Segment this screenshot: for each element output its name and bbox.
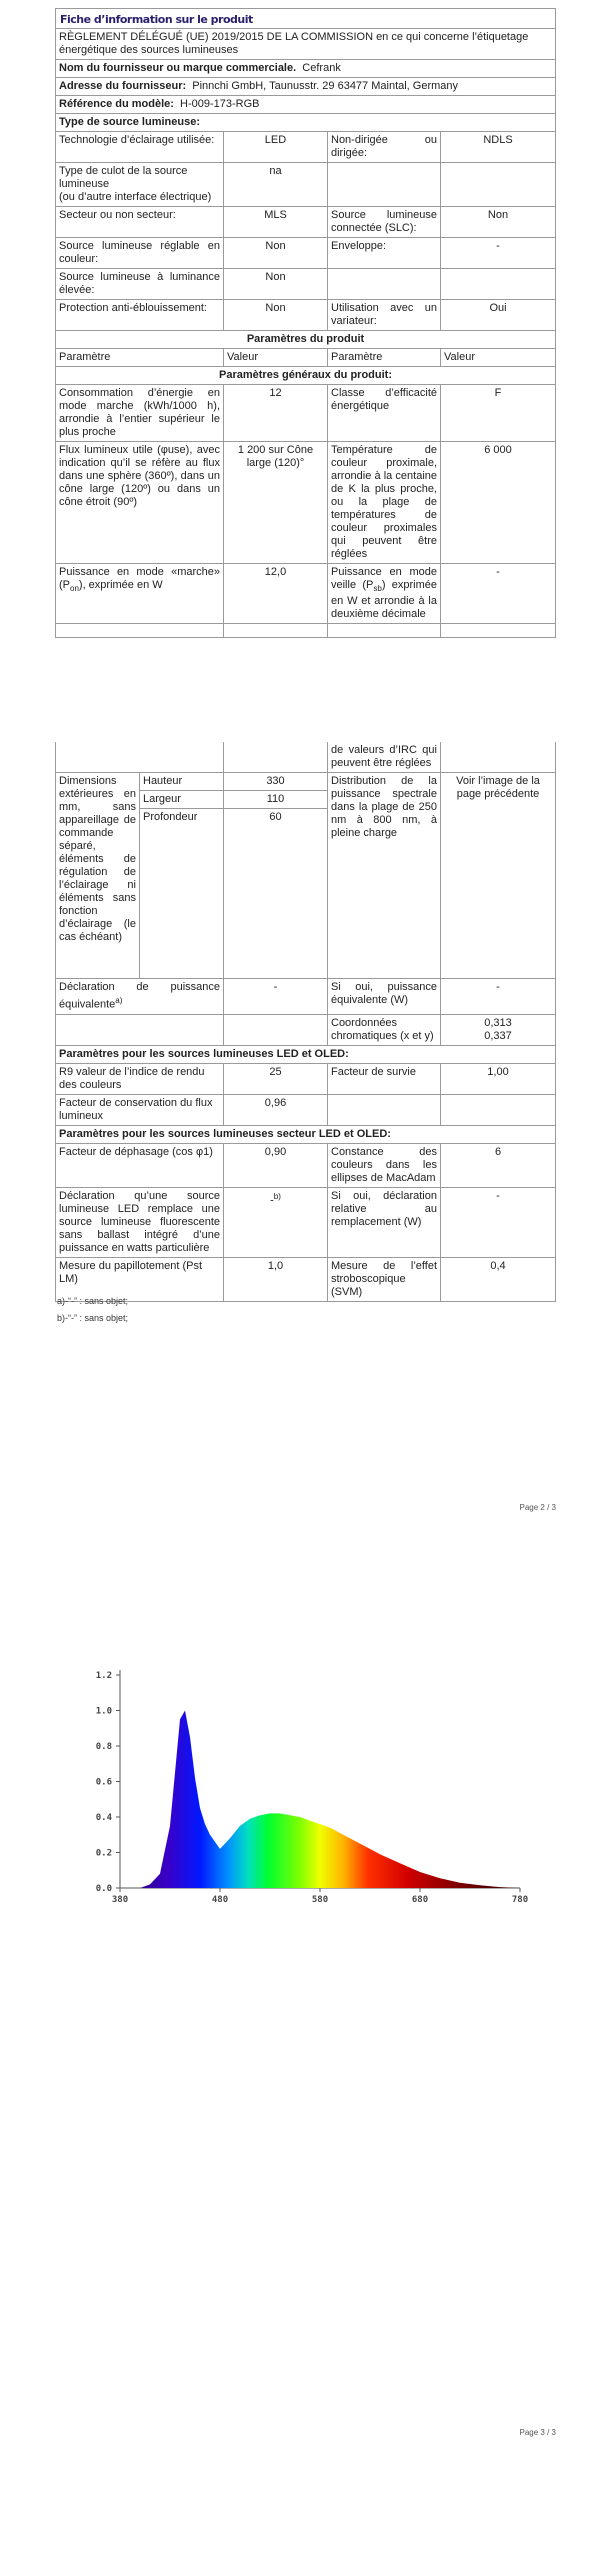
equivalent-power-value: - (224, 979, 328, 1015)
height-value: 330 (224, 773, 328, 791)
luminous-flux-label: Flux lumineux utile (φuse), avec indication qu’il se réfère au flux dans une sphère (360º), dans un cône large (120º) ou dans un cône étroit (90º) (56, 442, 224, 564)
col-header-param: Paramètre (56, 349, 224, 367)
directional-value: NDLS (441, 132, 556, 163)
dimmer-label: Utilisation avec un variateur: (328, 300, 441, 331)
cap-type-label-note: (ou d’autre interface électrique) (59, 191, 212, 203)
spectrum-area (120, 1711, 520, 1889)
energy-class-value: F (441, 385, 556, 442)
anti-glare-label: Protection anti-éblouissement: (56, 300, 224, 331)
stroboscopic-label: Mesure de l’effet stroboscopique (SVM) (328, 1257, 441, 1301)
chromaticity-x: 0,313 (484, 1016, 512, 1029)
table-row (56, 1187, 556, 1257)
table-row (56, 564, 556, 624)
product-params-title: Paramètres du produit (56, 331, 556, 349)
dimensions-label: Dimensions extérieures en mm, sans appareillage de commande séparé, éléments de régulation de l’éclairage ni éléments sans fonction d’éclairage (le cas échéant) (56, 773, 140, 979)
empty-cell (441, 269, 556, 300)
chromaticity-label: Coordonnées chromatiques (x et y) (328, 1014, 441, 1045)
depth-value: 60 (224, 809, 328, 979)
footnote-ref-a: a) (115, 996, 123, 1005)
standby-sub: sb (373, 584, 382, 594)
survival-value: 1,00 (441, 1063, 556, 1094)
phase-factor-label: Facteur de déphasage (cos φ1) (56, 1143, 224, 1187)
replacement-value (224, 1187, 328, 1257)
replacement-yes-value: - (441, 1187, 556, 1257)
energy-consumption-label: Consommation d’énergie en mode marche (kWh/1000 h), arrondie à l’entier supérieur le plus proche (56, 385, 224, 442)
connected-value: Non (441, 207, 556, 238)
chromaticity-value (441, 1014, 556, 1045)
table-row (56, 1257, 556, 1301)
spectral-value: Voir l’image de la page précédente (441, 773, 556, 979)
x-tick-label: 380 (111, 1895, 129, 1905)
mains-led-params-title: Paramètres pour les sources lumineuses secteur LED et OLED: (56, 1125, 556, 1143)
equivalent-power-text: Déclaration de puissance équivalente (59, 981, 220, 1011)
high-luminance-value: Non (224, 269, 328, 300)
supplier-name-value: Cefrank (302, 62, 341, 74)
product-info-table-page2 (55, 742, 556, 1302)
table-row (56, 1014, 556, 1045)
table-row (56, 163, 556, 207)
luminous-flux-value: 1 200 sur Cône large (120)° (224, 442, 328, 564)
supplier-address-value: Pinnchi GmbH, Taunusstr. 29 63477 Maintal, Germany (192, 80, 459, 92)
flicker-value: 1,0 (224, 1257, 328, 1301)
page-number-3: Page 3 / 3 (519, 2428, 556, 2437)
mains-value: MLS (224, 207, 328, 238)
macadam-label: Constance des couleurs dans les ellipses de MacAdam (328, 1143, 441, 1187)
table-row (56, 1094, 556, 1125)
standby-power-label (328, 564, 441, 624)
spectral-distribution-chart (80, 1660, 540, 1920)
table-header-row (56, 349, 556, 367)
empty-cell (224, 624, 328, 638)
equivalent-power-yes-label: Si oui, puissance équivalente (W) (328, 979, 441, 1015)
led-params-title: Paramètres pour les sources lumineuses LED et OLED: (56, 1045, 556, 1063)
equivalent-power-label (56, 979, 224, 1015)
empty-cell (328, 624, 441, 638)
empty-cell (441, 742, 556, 773)
y-tick-label: 0.2 (95, 1848, 112, 1859)
replacement-yes-label: Si oui, déclaration relative au remplacement (W) (328, 1187, 441, 1257)
table-row (56, 132, 556, 163)
height-label: Hauteur (140, 773, 224, 791)
standby-power-value: - (441, 564, 556, 624)
energy-class-label: Classe d’efficacité énergétique (328, 385, 441, 442)
width-value: 110 (224, 791, 328, 809)
table-row (56, 1063, 556, 1094)
footnote-b: b)-“-” : sans objet; (57, 1313, 129, 1323)
empty-cell (56, 624, 224, 638)
technology-value: LED (224, 132, 328, 163)
equivalent-power-yes-value: - (441, 979, 556, 1015)
x-tick-label: 680 (411, 1895, 429, 1905)
empty-cell (441, 163, 556, 207)
y-tick-label: 0.4 (95, 1813, 112, 1823)
connected-label: Source lumineuse connectée (SLC): (328, 207, 441, 238)
table-row (56, 442, 556, 564)
y-tick-label: 0.8 (95, 1742, 112, 1752)
anti-glare-value: Non (224, 300, 328, 331)
color-tunable-value: Non (224, 238, 328, 269)
x-tick-label: 480 (211, 1895, 229, 1905)
empty-cell (56, 1014, 224, 1045)
on-power-label-a: Puissance en mode «marche» (P (59, 566, 220, 591)
empty-cell (328, 1094, 441, 1125)
col-header-value-2: Valeur (441, 349, 556, 367)
table-row (56, 385, 556, 442)
on-power-label (56, 564, 224, 624)
supplier-address-label: Adresse du fournisseur: (59, 80, 187, 92)
macadam-value: 6 (441, 1143, 556, 1187)
envelope-label: Enveloppe: (328, 238, 441, 269)
model-value: H-009-173-RGB (180, 98, 260, 110)
on-power-sub: on (70, 584, 79, 594)
y-tick-labels (96, 1671, 120, 1894)
r9-label: R9 valeur de l’indice de rendu des couleurs (56, 1063, 224, 1094)
replacement-dash: - (270, 1194, 274, 1207)
empty-cell (224, 1014, 328, 1045)
regulation-text: RÈGLEMENT DÉLÉGUÉ (UE) 2019/2015 DE LA COMMISSION en ce qui concerne l’étiquetage énergétique des sources lumineuses (56, 29, 556, 60)
table-row (56, 238, 556, 269)
empty-cell (56, 742, 224, 773)
supplier-name-label: Nom du fournisseur ou marque commerciale. (59, 62, 297, 74)
supplier-address-row (56, 78, 556, 96)
product-info-table-top (55, 8, 556, 638)
energy-consumption-value: 12 (224, 385, 328, 442)
y-tick-label: 0.6 (95, 1777, 112, 1788)
technology-label: Technologie d’éclairage utilisée: (56, 132, 224, 163)
mains-label: Secteur ou non secteur: (56, 207, 224, 238)
general-params-title: Paramètres généraux du produit: (56, 367, 556, 385)
empty-cell (441, 1094, 556, 1125)
type-section-title: Type de source lumineuse: (56, 114, 556, 132)
page-break-fade (0, 690, 614, 740)
empty-cell (224, 742, 328, 773)
empty-cell (328, 269, 441, 300)
r9-value: 25 (224, 1063, 328, 1094)
standby-label-b: ) exprimée en W et arrondie à la deuxième décimale (331, 579, 437, 621)
dimmer-value: Oui (441, 300, 556, 331)
spectral-label: Distribution de la puissance spectrale dans la plage de 250 nm à 800 nm, à pleine charge (328, 773, 441, 979)
color-temp-label: Température de couleur proximale, arrondie à la centaine de K la plus proche, ou la plage de températures de couleur proximales qui peuvent être réglées (328, 442, 441, 564)
empty-cell (328, 163, 441, 207)
footnote-a: a)-“-” : sans objet; (57, 1296, 129, 1306)
lumen-maintenance-value: 0,96 (224, 1094, 328, 1125)
high-luminance-label: Source lumineuse à luminance élevée: (56, 269, 224, 300)
cap-type-value: na (224, 163, 328, 207)
x-tick-labels (112, 1888, 528, 1905)
x-tick-label: 780 (511, 1895, 529, 1905)
table-row (56, 773, 556, 791)
cap-type-label (56, 163, 224, 207)
stroboscopic-value: 0,4 (441, 1257, 556, 1301)
replacement-label: Déclaration qu’une source lumineuse LED remplace une source lumineuse fluorescente sans ballast intégré d’une puissance en watts particulière (56, 1187, 224, 1257)
phase-factor-value: 0,90 (224, 1143, 328, 1187)
col-header-value: Valeur (224, 349, 328, 367)
page-title: Fiche d’information sur le produit (56, 9, 556, 29)
depth-label: Profondeur (140, 809, 224, 979)
survival-label: Facteur de survie (328, 1063, 441, 1094)
chromaticity-y: 0,337 (484, 1029, 512, 1042)
flicker-label: Mesure du papillotement (Pst LM) (56, 1257, 224, 1301)
table-row (56, 1143, 556, 1187)
page-number-2: Page 2 / 3 (519, 1503, 556, 1512)
col-header-param-2: Paramètre (328, 349, 441, 367)
x-tick-label: 580 (311, 1895, 329, 1905)
footnote-ref-b: b) (273, 1191, 281, 1201)
table-row (56, 742, 556, 773)
model-label: Référence du modèle: (59, 98, 174, 110)
on-power-label-b: ), exprimée en W (78, 579, 163, 591)
y-tick-label: 1.0 (95, 1706, 112, 1717)
y-tick-label: 1.2 (95, 1671, 112, 1681)
envelope-value: - (441, 238, 556, 269)
empty-cell (441, 624, 556, 638)
table-row (56, 269, 556, 300)
cap-type-label-text: Type de culot de la source lumineuse (59, 165, 188, 190)
y-tick-label: 0.0 (95, 1884, 112, 1894)
table-row (56, 207, 556, 238)
color-tunable-label: Source lumineuse réglable en couleur: (56, 238, 224, 269)
lumen-maintenance-label: Facteur de conservation du flux lumineux (56, 1094, 224, 1125)
table-row (56, 979, 556, 1015)
standby-label-a: Puissance en mode veille (P (331, 566, 437, 591)
model-row (56, 96, 556, 114)
cri-range-label: de valeurs d’IRC qui peuvent être réglées (328, 742, 441, 773)
supplier-name-row (56, 60, 556, 78)
directional-label: Non-dirigée ou dirigée: (328, 132, 441, 163)
width-label: Largeur (140, 791, 224, 809)
color-temp-value: 6 000 (441, 442, 556, 564)
table-row-cut (56, 624, 556, 638)
on-power-value: 12,0 (224, 564, 328, 624)
table-row (56, 300, 556, 331)
